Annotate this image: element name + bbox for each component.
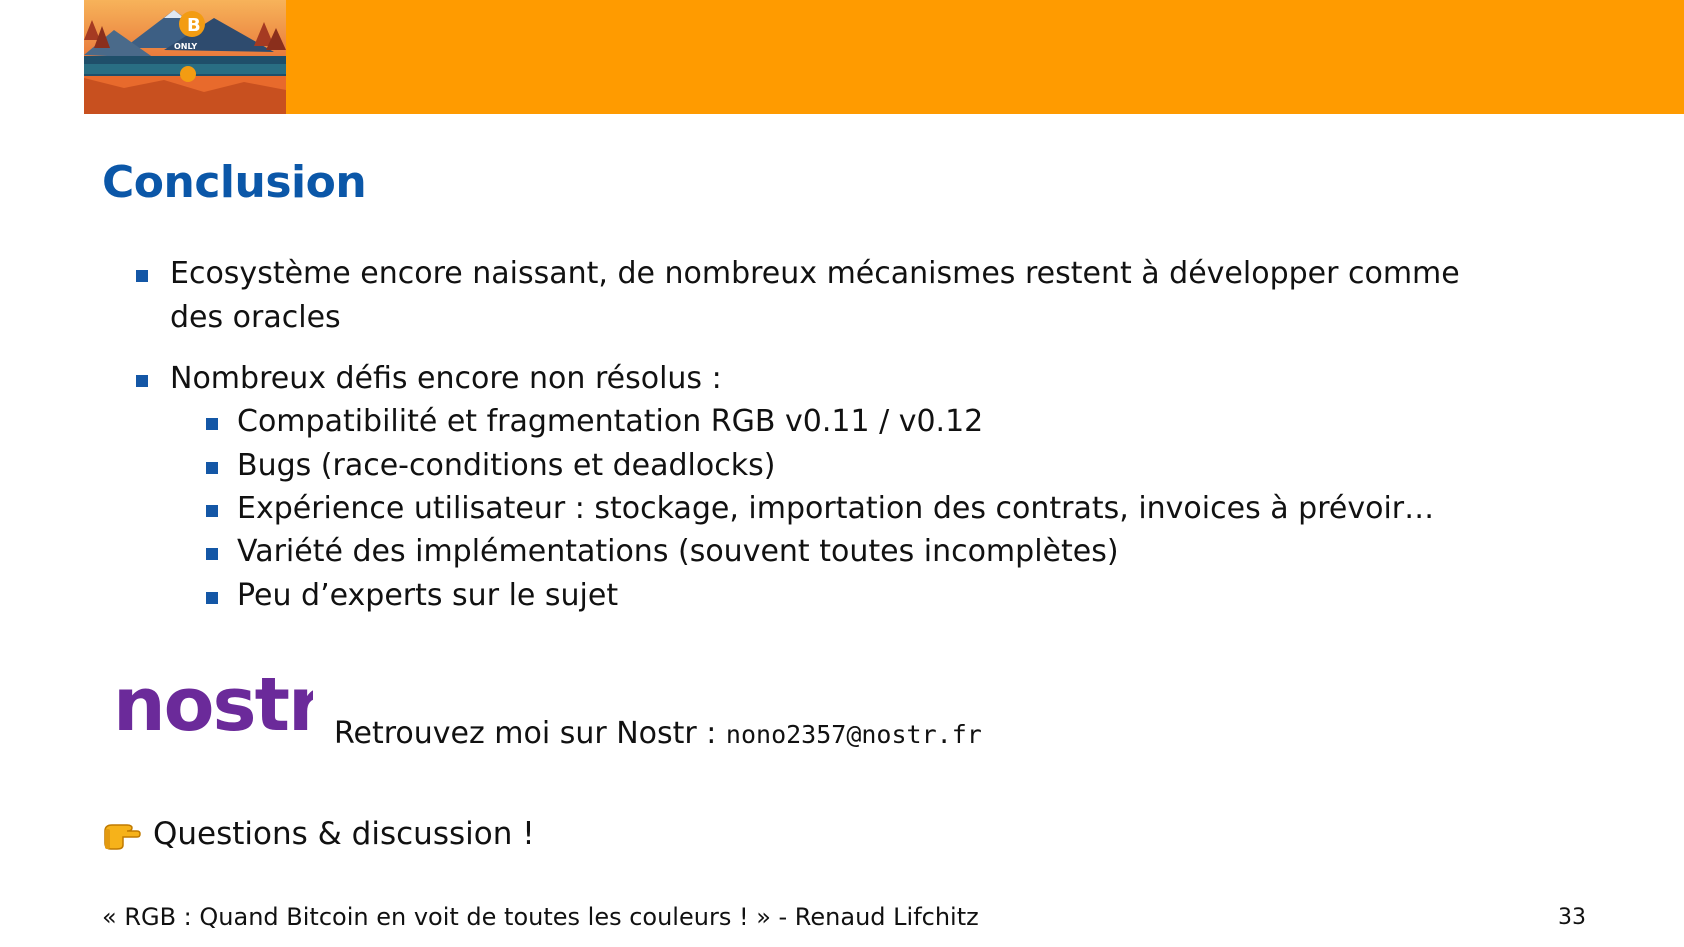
svg-text:B: B: [187, 15, 201, 36]
page-number: 33: [1558, 905, 1586, 930]
bullet-item: [170, 252, 1510, 340]
bullet-square-icon: [136, 270, 148, 282]
bullet-square-icon: [206, 592, 218, 604]
nostr-logo: [113, 668, 313, 742]
bullet-square-icon: [206, 462, 218, 474]
footer-title: « RGB : Quand Bitcoin en voit de toutes les couleurs ! » - Renaud Lifchitz: [102, 903, 979, 931]
header-bar: [84, 0, 1684, 114]
bullet-text: Peu d’experts sur le sujet: [237, 578, 619, 613]
bullet-text: Variété des implémentations (souvent toutes incomplètes): [237, 534, 1119, 569]
svg-text:ONLY: ONLY: [174, 42, 198, 51]
sub-bullet-item: [237, 487, 1537, 531]
bullet-square-icon: [206, 418, 218, 430]
bullet-square-icon: [206, 505, 218, 517]
sub-bullet-item: [237, 444, 1537, 488]
svg-text:nostr: nostr: [113, 668, 313, 738]
bullet-text: Ecosystème encore naissant, de nombreux mécanismes restent à développer comme des oracles: [170, 256, 1460, 335]
bullet-square-icon: [136, 375, 148, 387]
nostr-contact: [334, 716, 982, 751]
bullet-text: Nombreux défis encore non résolus :: [170, 361, 722, 396]
bullet-text: Bugs (race-conditions et deadlocks): [237, 448, 776, 483]
slide-title: Conclusion: [102, 157, 367, 208]
sub-bullet-item: [237, 530, 1537, 574]
bullet-square-icon: [206, 548, 218, 560]
bullet-text: Expérience utilisateur : stockage, importation des contrats, invoices à prévoir…: [237, 491, 1435, 526]
logo-image: [84, 0, 286, 114]
questions-text: Questions & discussion !: [153, 816, 535, 852]
nostr-prompt: Retrouvez moi sur Nostr :: [334, 716, 726, 751]
questions-line: [103, 816, 535, 852]
sub-bullet-item: [237, 400, 1537, 444]
bullet-text: Compatibilité et fragmentation RGB v0.11 / v0.12: [237, 404, 984, 439]
pointing-hand-icon: [103, 817, 141, 851]
bullet-item: [170, 357, 1510, 401]
nostr-handle: nono2357@nostr.fr: [725, 720, 982, 749]
sub-bullet-item: [237, 574, 1537, 618]
